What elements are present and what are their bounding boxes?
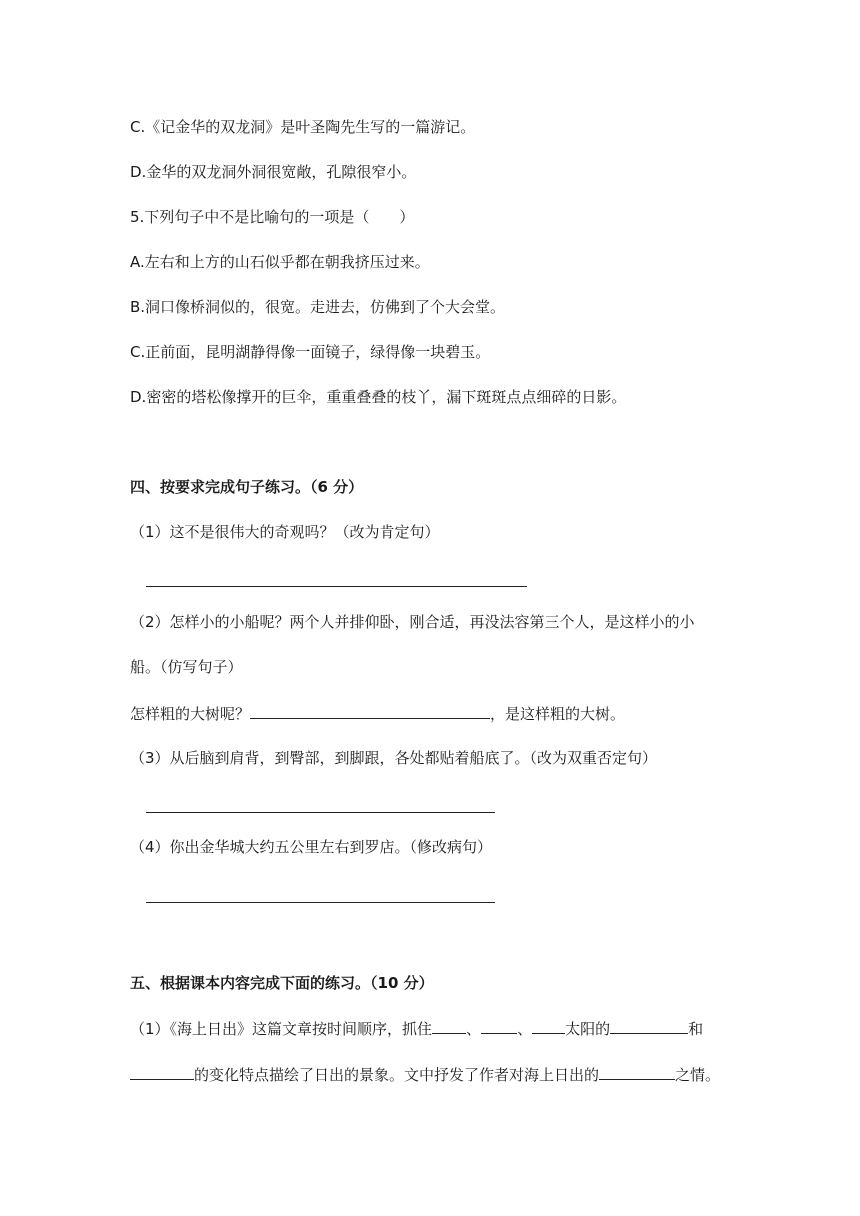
s4-q1-answer-line[interactable] xyxy=(146,586,527,587)
s5-q1-and-text: 和 xyxy=(688,1020,704,1038)
s5-q1-sep-1: 、 xyxy=(466,1020,482,1038)
q4-option-c: C.《记金华的双龙洞》是叶圣陶先生写的一篇游记。 xyxy=(130,118,476,136)
q5-option-c: C.正前面，昆明湖静得像一面镜子，绿得像一块碧玉。 xyxy=(130,343,491,361)
section4-heading: 四、按要求完成句子练习。（6 分） xyxy=(130,478,364,496)
s5-q1-blank-3[interactable] xyxy=(532,1018,565,1034)
s4-q4-answer-line[interactable] xyxy=(146,902,495,903)
q5-option-a: A.左右和上方的山石似乎都在朝我挤压过来。 xyxy=(130,253,430,271)
s5-q1-blank-1[interactable] xyxy=(432,1018,466,1034)
s5-q1-blank-6[interactable] xyxy=(599,1064,675,1080)
s5-q1-part1: （1）《海上日出》这篇文章按时间顺序，抓住 xyxy=(130,1020,433,1038)
q4-option-d: D.金华的双龙洞外洞很宽敞，孔隙很窄小。 xyxy=(130,163,417,181)
s5-q1-line2 xyxy=(130,1064,720,1085)
section5-heading: 五、根据课本内容完成下面的练习。（10 分） xyxy=(130,974,434,992)
s5-q1-blank-4[interactable] xyxy=(610,1018,688,1034)
s5-q1-sun-text: 太阳的 xyxy=(565,1020,611,1038)
s4-q4: （4）你出金华城大约五公里左右到罗店。（修改病句） xyxy=(130,838,493,856)
s4-q3-answer-line[interactable] xyxy=(146,812,495,813)
s4-q2-fill-suffix: ，是这样粗的大树。 xyxy=(490,705,626,723)
s4-q2-line1: （2）怎样小的小船呢？两个人并排仰卧，刚合适，再没法容第三个人，是这样小的小 xyxy=(130,613,695,631)
s4-q2-fill-blank[interactable] xyxy=(250,703,490,719)
s5-q1-sep-2: 、 xyxy=(517,1020,533,1038)
q5-stem: 5.下列句子中不是比喻句的一项是（ ） xyxy=(130,208,415,226)
s5-q1-blank-5[interactable] xyxy=(130,1064,194,1080)
s5-q1-blank-2[interactable] xyxy=(481,1018,517,1034)
q5-option-d: D.密密的塔松像撑开的巨伞，重重叠叠的枝丫，漏下斑斑点点细碎的日影。 xyxy=(130,388,627,406)
s4-q2-fill-sentence xyxy=(130,703,625,724)
q5-option-b: B.洞口像桥洞似的，很宽。走进去，仿佛到了个大会堂。 xyxy=(130,298,506,316)
s5-q1-line1 xyxy=(130,1018,703,1039)
s4-q3: （3）从后脑到肩背，到臀部，到脚跟，各处都贴着船底了。（改为双重否定句） xyxy=(130,749,658,767)
s4-q1: （1）这不是很伟大的奇观吗？（改为肯定句） xyxy=(130,523,440,541)
s4-q2-fill-prefix: 怎样粗的大树呢？ xyxy=(130,705,251,723)
s5-q1-end: 之情。 xyxy=(675,1066,721,1084)
s5-q1-part2: 的变化特点描绘了日出的景象。文中抒发了作者对海上日出的 xyxy=(194,1066,600,1084)
s4-q2-line2: 船。（仿写句子） xyxy=(130,658,243,676)
